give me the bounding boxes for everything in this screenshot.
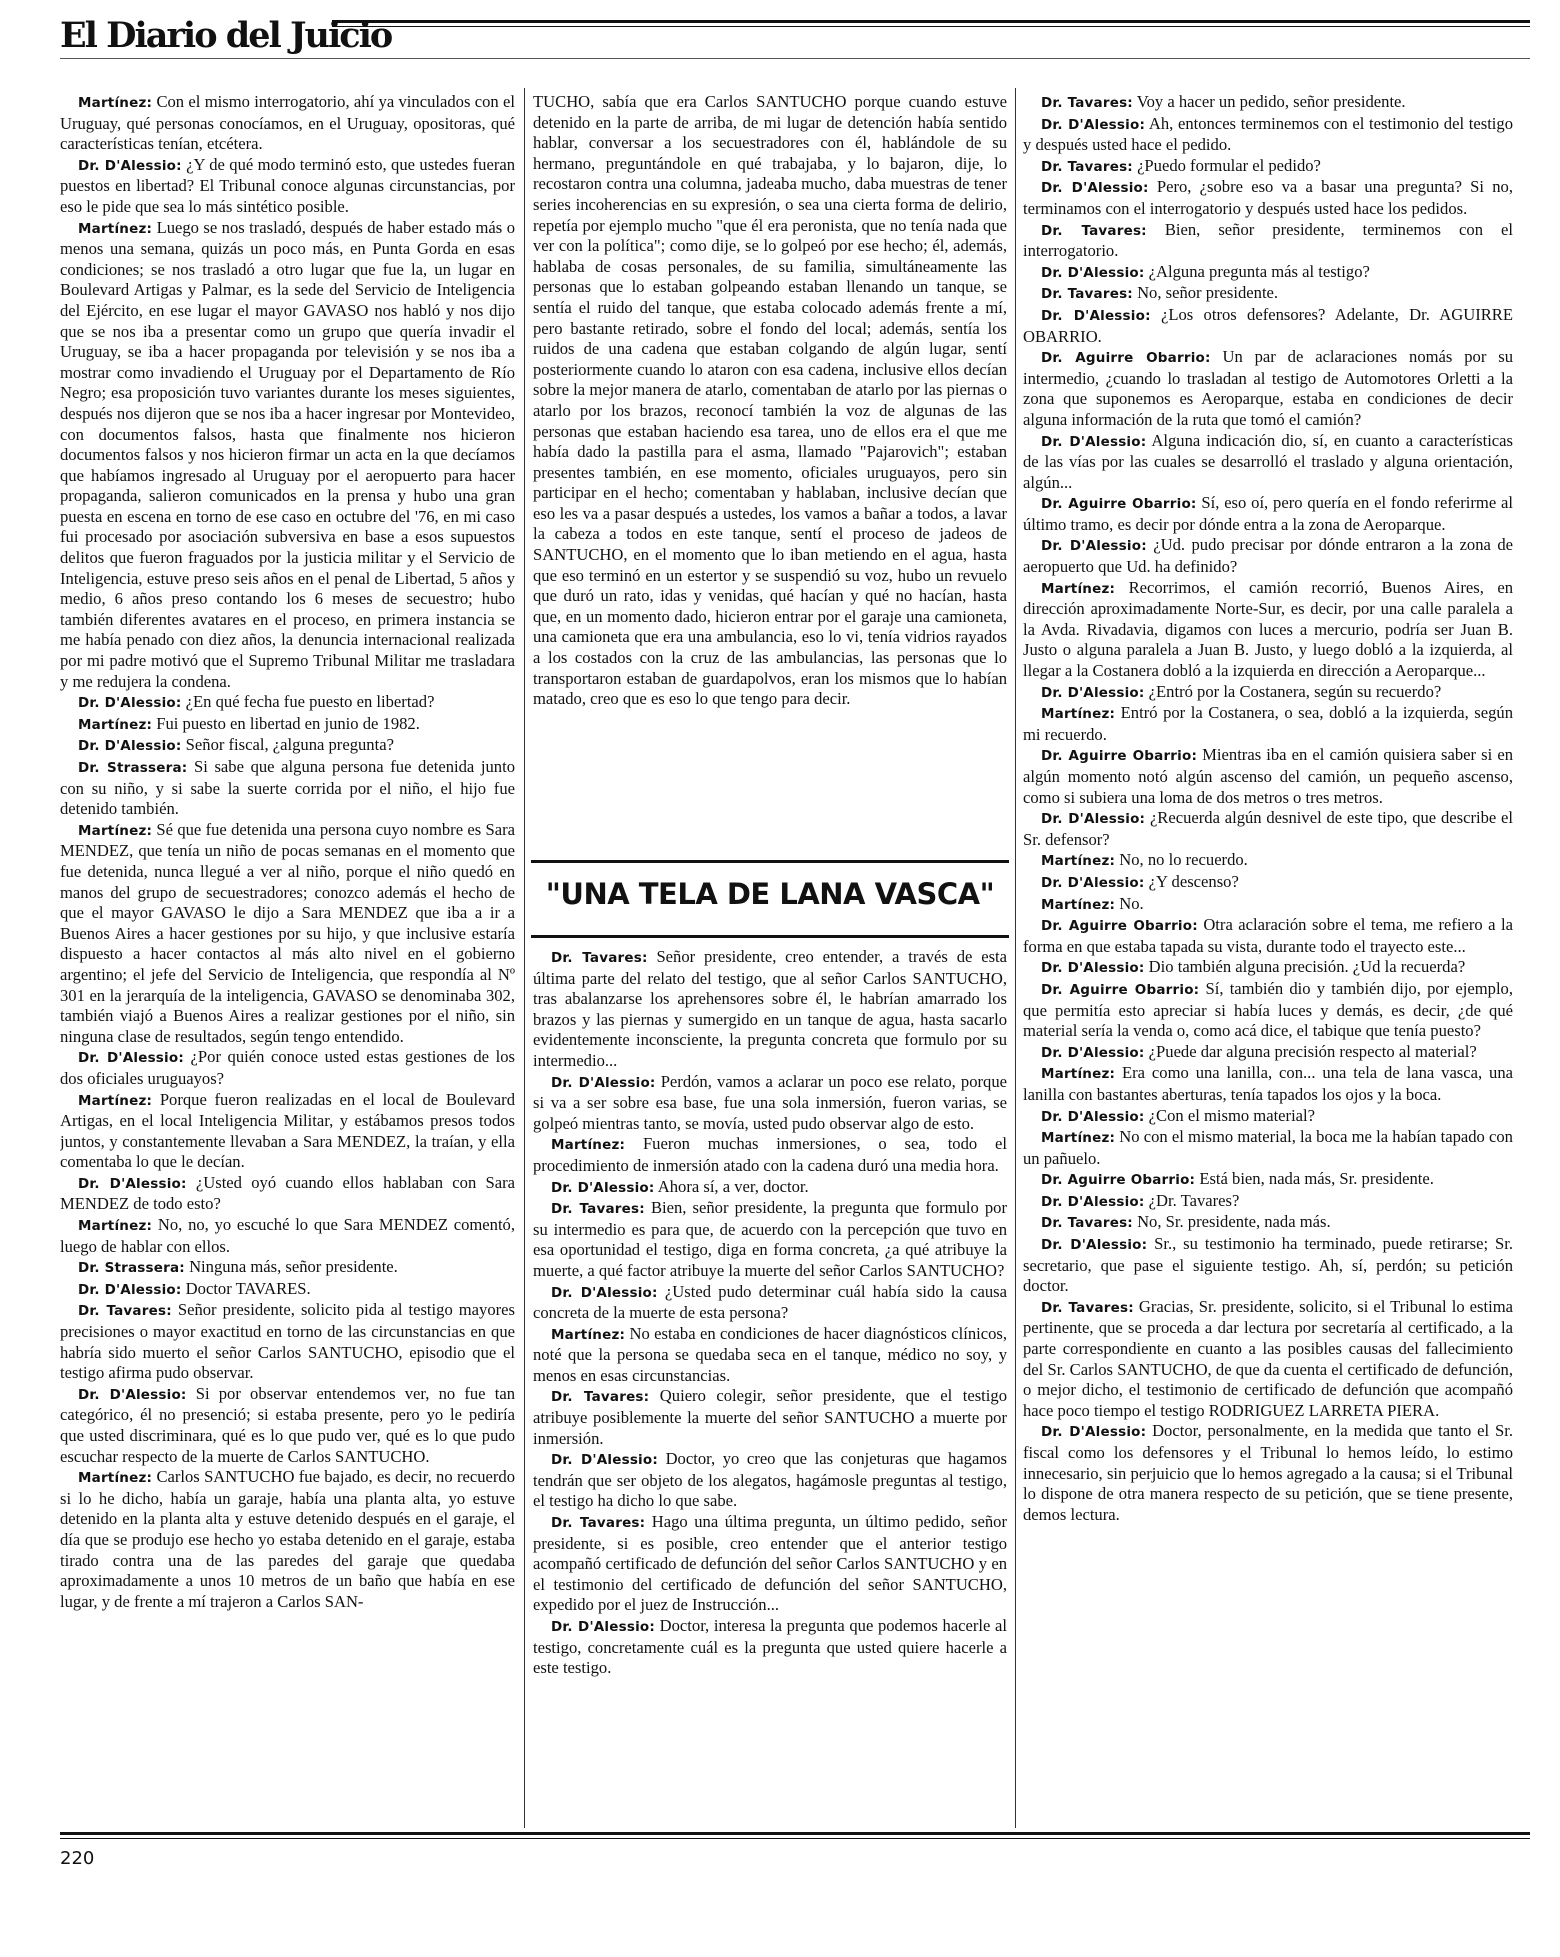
speech-text: Señor presidente, solicito pida al testigo mayores precisiones o mayor exactitud en torno de las circunstancias en que habría sido muerto el señor Carlos SANTUCHO, episodio que el testigo afirma pudo observar. — [60, 1300, 515, 1383]
speaker-label: Dr. Tavares: — [1041, 95, 1133, 111]
speaker-label: Dr. D'Alessio: — [1041, 433, 1147, 450]
transcript-paragraph — [1023, 1421, 1513, 1525]
text-column-1 — [60, 92, 515, 1827]
speaker-label: Dr. Aguirre Obarrio: — [1041, 1172, 1196, 1189]
speaker-label: Dr. D'Alessio: — [551, 1074, 656, 1091]
transcript-paragraph — [1023, 979, 1513, 1042]
speaker-label: Dr. D'Alessio: — [1041, 1044, 1145, 1061]
speaker-label: Dr. Aguirre Obarrio: — [1041, 981, 1200, 998]
speech-text: Perdón, vamos a aclarar un poco ese relato, porque si va a ser sobre esa base, fue una sola inmersión, fueron varias, se golpeó mientras tanto, se movía, usted pudo observar algo de esto. — [533, 1071, 1007, 1133]
speech-text: ¿Con el mismo material? — [1148, 1105, 1316, 1125]
speech-text: Dio también alguna precisión. ¿Ud la recuerda? — [1148, 957, 1466, 977]
speaker-label: Dr. D'Alessio: — [78, 1281, 182, 1298]
speaker-label: Dr. Strassera: — [78, 760, 188, 776]
transcript-paragraph — [60, 92, 515, 155]
speech-text: Entró por la Costanera, o sea, dobló a la izquierda, según mi recuerdo. — [1023, 703, 1513, 744]
speech-text: ¿Dr. Tavares? — [1148, 1190, 1240, 1210]
headline-text: "UNA TELA DE LANA VASCA" — [545, 877, 995, 911]
speech-text: TUCHO, sabía que era Carlos SANTUCHO porque cuando estuve detenido en la parte de arriba, de mi lugar de detención había sentido hablar, conversar a los secuestradores con él, hablándole de su hermano, preguntándole en qué trabajaba, y lo bajaron, dije, lo recostaron contra una columna, jadeaba mucho, daba muestras de tener series incoherencias en su expresión, o sea una cierta forma de delirio, repetía por ejemplo mucho "que él era peronista, que no tenía nada que ver con la política"; como dije, se lo golpeó por ese hecho; él, además, hablaba de cosas personales, de su familia, simultáneamente las personas que lo estaban golpeando estaban llenando un tanque, se sentía el ruido del tanque, que estaba colocado además frente a mí, pero bastante retirado, sobre el fondo del local; además, sentía los ruidos de una cadena que estaban colgando de algún lugar, sentí posteriormente cuando lo ataron con esa cadena, inclusive ellos decían sobre la mejor manera de atarlo, comentaban de atarlo por las piernas o atarlo por los brazos, reconocí también la voz de algunas de las personas que estaban haciendo esa tarea, uno de ellos era el que me había dado la pastilla para el asma, llamado "Pajarovich"; estaban presentes también, en ese momento, oficiales uruguayos, pero sin participar en el hecho; comentaban y hablaban, inclusive decían que eso les va a pasar después a ustedes, los vamos a bañar a todos, a lavar la cabeza a todos en este tanque, sentí el proceso de jadeos de SANTUCHO, en el momento que lo iban metiendo en el agua, hasta que eso terminó en un estertor y se suspendió su voz, hubo un revuelo que duró un rato, idas y venidas, qué hacían y qué no hacían, hasta que, en un momento dado, hicieron entrar por el garaje una camioneta, una camioneta que era una ambulancia, eso lo vi, tenía vidrios rayados a los costados con la cruz de las ambulancias, las personas que lo transportaron estaban de guardapolvos, eran los mismos que lo habían matado, creo que es eso lo que tengo para decir. — [533, 92, 1007, 709]
speech-text: Doctor, interesa la pregunta que podemos hacerle al testigo, concretamente cuál es la pregunta que usted quiere hacerle a este testigo. — [533, 1616, 1007, 1678]
speech-text: Doctor TAVARES. — [185, 1278, 311, 1298]
transcript-paragraph — [1023, 220, 1513, 262]
speaker-label: Dr. D'Alessio: — [1041, 811, 1146, 828]
speaker-label: Dr. Tavares: — [1041, 1299, 1134, 1316]
speech-text: Sé que fue detenida una persona cuyo nombre es Sara MENDEZ, que tenía un niño de pocas semanas en el momento que fue detenida, nunca llegué a ver al niño, porque el niño quedó en manos del grupo de secuestradores; conozco además el hecho de que el mayor GAVASO le dijo a Sara MENDEZ que iba a ir a Buenos Aires a hacer gestiones por su hijo, y que inclusive estaría dispuesto a hacer contactos al más alto nivel en el gobierno argentino; el jefe del Servicio de Inteligencia, que respondía al Nº 301 en la jerarquía de la inteligencia, GAVASO se denominaba 302, también viajó a Buenos Aires a realizar gestiones por el niño, sin ninguna clase de resultados, según tengo entendido. — [60, 819, 515, 1046]
speaker-label: Dr. Aguirre Obarrio: — [1041, 496, 1197, 513]
speech-text: Recorrimos, el camión recorrió, Buenos Aires, en dirección aproximadamente Norte-Sur, es decir, por una calle paralela a la Avda. Rivadavia, digamos con luces a mercurio, podría ser Juan B. Justo o alguna paralela a Juan B. Justo, y luego dobló a la izquierda, al llegar a la Costanera dobló a la izquierda en dirección a Aeroparque... — [1023, 577, 1513, 681]
speech-text: Carlos SANTUCHO fue bajado, es decir, no recuerdo si lo he dicho, había un garaje, había una planta alta, yo estuve detenido en la planta alta y estuve detenido después en el garaje, el día que se produjo ese hecho yo estaba detenido en el garaje, estaba tirado contra una de las paredes del garaje que quedaba aproximadamente a unos 10 metros de un baño que había en ese lugar, y de frente a mí trajeron a Carlos SAN- — [60, 1467, 515, 1611]
speaker-label: Dr. D'Alessio: — [1041, 538, 1147, 555]
transcript-paragraph — [1023, 850, 1513, 872]
speaker-label: Dr. Tavares: — [1041, 222, 1147, 239]
speaker-label: Dr. Tavares: — [1041, 158, 1133, 175]
transcript-paragraph — [1023, 872, 1513, 894]
speaker-label: Martínez: — [1041, 1066, 1116, 1083]
speech-text: ¿Usted pudo determinar cuál había sido la causa concreta de la muerte de esta persona? — [533, 1281, 1007, 1323]
speech-text: No estaba en condiciones de hacer diagnósticos clínicos, noté que la persona se quedaba seca en el tanque, médico no soy, y menos en esas circunstancias. — [533, 1323, 1007, 1385]
transcript-paragraph — [60, 820, 515, 1048]
transcript-paragraph — [1023, 1063, 1513, 1105]
transcript-paragraph — [533, 1282, 1007, 1324]
masthead-rule — [332, 26, 1530, 27]
speech-text: Bien, señor presidente, la pregunta que formulo por su intermedio es para que, de acuerdo con la percepción que tuvo en esa oportunidad el testigo, diga en forma concreta, ¿a qué atribuye la muerte, a qué factor atribuye la muerte del señor Carlos SANTUCHO? — [533, 1198, 1007, 1280]
speech-text: Luego se nos trasladó, después de haber estado más o menos una semana, quizás un poco más, en Punta Gorda en esas condiciones; se nos trasladó a otro lugar que fue la, un lugar en Boulevard Artigas y Palmar, es la sede del Servicio de Inteligencia del Ejército, en ese lugar el mayor GAVASO nos habló y nos dijo que se nos iba a presentar como un grupo que quería invadir el Uruguay, se iba a hacer propaganda por televisión y se nos iba a mostrar como invadiendo el Uruguay por el Departamento de Río Negro; esa proposición tuvo variantes durante los meses siguientes, después nos dijeron que se nos iba a hacer ingresar por Montevideo, con documentos falsos, hasta que finalmente nos hicieron documentos falsos y nos hicieron firmar un acta en la que decíamos que habíamos ingresado al Uruguay por el aeropuerto para hacer propaganda, salieron comunicados en la prensa y hubo una gran puesta en escena en torno de ese caso en octubre del '76, en mi caso fui procesado por asociación subversiva en base a esos supuestos delitos que fueron fraguados por la justicia militar y el Servicio de Inteligencia, estuve preso seis años en el penal de Libertad, 5 años y medio, 6 años preso contando los 6 meses de secuestro; hubo también diferentes avatares en el proceso, en primera instancia se me había penado con diez años, la denuncia internacional realizada por mi padre motivó que el Supremo Tribunal Militar me trasladara y me redujera la condena. — [60, 217, 515, 691]
speaker-label: Dr. D'Alessio: — [551, 1284, 658, 1301]
speaker-label: Dr. Tavares: — [551, 1515, 646, 1532]
transcript-paragraph — [1023, 808, 1513, 850]
speaker-label: Dr. D'Alessio: — [78, 1386, 187, 1403]
speech-text: Alguna indicación dio, sí, en cuanto a características de las vías por las cuales se desarrolló el traslado y alguna orientación, algún... — [1023, 430, 1513, 492]
speaker-label: Dr. Aguirre Obarrio: — [1041, 350, 1211, 367]
speaker-label: Dr. D'Alessio: — [1041, 1424, 1147, 1441]
speech-text: Porque fueron realizadas en el local de Boulevard Artigas, en el local Inteligencia Militar, y estábamos presos todos juntos, y constantemente llevaban a Sara MENDEZ, la traían, y ella comentaba lo que le decían. — [60, 1089, 515, 1172]
transcript-paragraph — [1023, 894, 1513, 916]
speaker-label: Martínez: — [551, 1137, 626, 1154]
speaker-label: Martínez: — [78, 1470, 153, 1487]
transcript-paragraph — [533, 1177, 1007, 1199]
speech-text: Ninguna más, señor presidente. — [189, 1257, 398, 1277]
speaker-label: Dr. D'Alessio: — [1041, 307, 1151, 324]
speaker-label: Martínez: — [78, 822, 153, 839]
speech-text: Hago una última pregunta, un último pedido, señor presidente, si es posible, creo entender que el anterior testigo acompañó certificado de defunción del señor Carlos SANTUCHO y en el testimonio del certificado de defunción del señor SANTUCHO, expedido por el juez de Instrucción... — [533, 1512, 1007, 1615]
transcript-paragraph — [1023, 1212, 1513, 1234]
speaker-label: Dr. Aguirre Obarrio: — [1041, 918, 1198, 935]
transcript-paragraph — [1023, 262, 1513, 284]
speech-text: Mientras iba en el camión quisiera saber si en algún momento notó algún ascenso del camión, un pequeño ascenso, como si subiera una loma de dos metros o tres metros. — [1023, 745, 1513, 807]
masthead-divider — [60, 58, 1530, 59]
transcript-paragraph — [533, 92, 1007, 710]
speech-text: ¿Ud. pudo precisar por dónde entraron a la zona de aeropuerto que Ud. ha definido? — [1023, 535, 1513, 577]
speaker-label: Dr. Tavares: — [551, 1389, 650, 1406]
speaker-label: Dr. D'Alessio: — [1041, 1237, 1148, 1254]
speech-text: ¿Puedo formular el pedido? — [1137, 155, 1321, 175]
speech-text: Sí, eso oí, pero quería en el fondo referirme al último tramo, es decir por dónde entra a la zona de Aeroparque. — [1023, 493, 1513, 534]
speaker-label: Dr. D'Alessio: — [78, 1175, 187, 1192]
transcript-paragraph — [533, 947, 1007, 1072]
speaker-label: Dr. D'Alessio: — [78, 695, 182, 712]
speaker-label: Dr. D'Alessio: — [551, 1619, 655, 1635]
transcript-paragraph — [533, 1198, 1007, 1281]
speech-text: Quiero colegir, señor presidente, que el testigo atribuye posiblemente la muerte del señor SANTUCHO a muerte por inmersión. — [533, 1386, 1007, 1448]
transcript-paragraph — [1023, 1297, 1513, 1422]
transcript-paragraph — [1023, 703, 1513, 745]
speech-text: ¿Por quién conoce usted estas gestiones de los dos oficiales uruguayos? — [60, 1047, 515, 1088]
speaker-label: Dr. Tavares: — [1041, 1215, 1133, 1232]
speech-text: Ahora sí, a ver, doctor. — [657, 1176, 809, 1196]
masthead — [60, 10, 1530, 60]
transcript-paragraph — [533, 1512, 1007, 1616]
speech-text: Si sabe que alguna persona fue detenida junto con su niño, y si sabe la suerte corrida por el niño, el hijo fue detenido también. — [60, 757, 515, 819]
speaker-label: Martínez: — [78, 1218, 153, 1235]
transcript-paragraph — [1023, 957, 1513, 979]
speech-text: Ah, entonces terminemos con el testimonio del testigo y después usted hace el pedido. — [1023, 113, 1513, 155]
speech-text: ¿Recuerda algún desnivel de este tipo, que describe el Sr. defensor? — [1023, 808, 1513, 849]
speaker-label: Dr. D'Alessio: — [1041, 180, 1149, 197]
column-rule — [1015, 88, 1016, 1828]
speech-text: Doctor, personalmente, en la medida que tanto el Sr. fiscal como los defensores y el Tribunal lo hemos leído, lo estimo innecesario, sin perjuicio que lo hemos agregado a la causa; si el Tribunal lo dispone de otra manera respecto de su petición, que se tiene presente, demos lectura. — [1023, 1421, 1513, 1524]
transcript-paragraph — [1023, 578, 1513, 682]
speaker-label: Martínez: — [78, 1092, 153, 1109]
speech-text: No, señor presidente. — [1137, 283, 1279, 303]
speech-text: ¿En qué fecha fue puesto en libertad? — [185, 692, 435, 712]
transcript-paragraph — [1023, 1191, 1513, 1213]
speech-text: No, no lo recuerdo. — [1119, 850, 1248, 870]
text-column-3 — [1023, 92, 1513, 1827]
speaker-label: Dr. D'Alessio: — [1041, 960, 1145, 977]
speaker-label: Martínez: — [1041, 853, 1116, 870]
transcript-paragraph — [60, 155, 515, 218]
transcript-paragraph — [1023, 283, 1513, 305]
transcript-paragraph — [533, 1449, 1007, 1512]
speech-text: ¿Usted oyó cuando ellos hablaban con Sara MENDEZ de todo esto? — [60, 1172, 515, 1214]
transcript-paragraph — [60, 1300, 515, 1383]
transcript-paragraph — [1023, 431, 1513, 494]
speaker-label: Dr. D'Alessio: — [551, 1179, 655, 1196]
transcript-paragraph — [533, 1616, 1007, 1679]
speaker-label: Martínez: — [1041, 896, 1116, 913]
speaker-label: Dr. D'Alessio: — [78, 1050, 184, 1067]
speech-text: ¿Y de qué modo terminó esto, que ustedes fueran puestos en libertad? El Tribunal conoce algunas circunstancias, por eso le pide que sea lo más sintético posible. — [60, 154, 515, 216]
speech-text: ¿Puede dar alguna precisión respecto al material? — [1148, 1041, 1477, 1061]
speech-text: Sí, también dio y también dijo, por ejemplo, que permitía esto apreciar si había luces y demás, es decir, ¿de qué material sería la venda o, como acá dice, el tabique que tenía puesto? — [1023, 978, 1513, 1041]
speaker-label: Dr. Tavares: — [551, 950, 648, 966]
transcript-paragraph — [533, 1134, 1007, 1176]
speaker-label: Dr. D'Alessio: — [78, 738, 182, 755]
speech-text: Pero, ¿sobre eso va a basar una pregunta? Si no, terminamos con el interrogatorio y después usted hace los pedidos. — [1023, 177, 1513, 218]
speech-text: Otra aclaración sobre el tema, me refiero a la forma en que estaba tapada su vista, durante todo el trayecto este... — [1023, 915, 1513, 956]
page-number: 220 — [60, 1848, 95, 1869]
masthead-rule — [332, 20, 1530, 23]
transcript-paragraph — [60, 757, 515, 820]
transcript-paragraph — [1023, 1042, 1513, 1064]
speaker-label: Dr. Tavares: — [551, 1201, 645, 1218]
speech-text: Voy a hacer un pedido, señor presidente. — [1136, 92, 1406, 111]
transcript-paragraph — [1023, 1169, 1513, 1191]
transcript-paragraph — [1023, 1234, 1513, 1297]
speech-text: Señor fiscal, ¿alguna pregunta? — [185, 735, 394, 755]
transcript-paragraph — [1023, 177, 1513, 219]
speaker-label: Dr. D'Alessio: — [1041, 684, 1145, 701]
speaker-label: Martínez: — [78, 95, 153, 111]
transcript-paragraph — [60, 735, 515, 757]
transcript-paragraph — [60, 1467, 515, 1612]
footer-rule — [60, 1838, 1530, 1839]
transcript-paragraph — [1023, 915, 1513, 957]
speech-text: No, no, yo escuché lo que Sara MENDEZ comentó, luego de hablar con ellos. — [60, 1215, 515, 1256]
speech-text: Sr., su testimonio ha terminado, puede retirarse; Sr. secretario, que pase el siguiente testigo. Ah, sí, perdón; su petición doctor. — [1023, 1234, 1513, 1296]
transcript-paragraph — [1023, 305, 1513, 347]
transcript-paragraph — [60, 1215, 515, 1257]
transcript-paragraph — [60, 1384, 515, 1467]
transcript-paragraph — [60, 1090, 515, 1173]
speech-text: ¿Entró por la Costanera, según su recuerdo? — [1148, 681, 1442, 701]
text-column-2-lower — [533, 947, 1007, 1827]
transcript-paragraph — [1023, 682, 1513, 704]
column-rule — [524, 88, 525, 1828]
speaker-label: Martínez: — [551, 1326, 626, 1343]
transcript-paragraph — [1023, 493, 1513, 535]
speech-text: Está bien, nada más, Sr. presidente. — [1199, 1169, 1434, 1189]
speaker-label: Dr. D'Alessio: — [551, 1452, 658, 1469]
speech-text: Si por observar entendemos ver, no fue tan categórico, él no presenció; si estaba presente, pero yo le pediría que usted discriminara, qué es lo que pudo ver, qué es lo que pudo escuchar respecto de la muerte de Carlos SANTUCHO. — [60, 1383, 515, 1466]
speech-text: Gracias, Sr. presidente, solicito, si el Tribunal lo estima pertinente, que se proceda a dar lectura por secretaría al certificado, a la parte correspondiente en cuanto a las posibles causas del fallecimiento del Sr. Carlos SANTUCHO, de que da cuenta el certificado de defunción, o mejor dicho, el testimonio de certificado de defunción que acompañó hace poco tiempo el testigo RODRIGUEZ LARRETA PIERA. — [1023, 1296, 1513, 1420]
transcript-paragraph — [1023, 347, 1513, 430]
transcript-paragraph — [60, 714, 515, 736]
speaker-label: Martínez: — [78, 716, 153, 733]
speaker-label: Dr. D'Alessio: — [1041, 264, 1145, 281]
speaker-label: Dr. D'Alessio: — [78, 157, 182, 174]
transcript-paragraph — [60, 1257, 515, 1279]
speaker-label: Martínez: — [1041, 580, 1116, 597]
transcript-paragraph — [1023, 1106, 1513, 1128]
speech-text: Un par de aclaraciones nomás por su intermedio, ¿cuando lo trasladan al testigo de Automotores Orletti a la zona que suponemos es Aeroparque, estaba en condiciones de decir alguna información de la ruta que tomó el camión? — [1023, 347, 1513, 429]
transcript-paragraph — [533, 1324, 1007, 1387]
speech-text: Fui puesto en libertad en junio de 1982. — [156, 713, 420, 733]
transcript-paragraph — [533, 1072, 1007, 1135]
transcript-paragraph — [1023, 535, 1513, 577]
speaker-label: Dr. D'Alessio: — [1041, 116, 1146, 133]
speech-text: Señor presidente, creo entender, a través de esta última parte del relato del testigo, que al señor Carlos SANTUCHO, tras abalanzarse los aprehensores sobre él, le habrían amarrado los brazos y las piernas y sumergido en un tanque de agua, hasta sacarlo evidentemente inconsciente, la pregunta concreta que formulo por su intermedio... — [533, 947, 1007, 1070]
masthead-title: El Diario del Juicio — [60, 15, 392, 56]
speech-text: ¿Los otros defensores? Adelante, Dr. AGUIRRE OBARRIO. — [1023, 304, 1513, 346]
transcript-paragraph — [1023, 92, 1513, 114]
speech-text: No, Sr. presidente, nada más. — [1137, 1212, 1331, 1232]
transcript-paragraph — [60, 692, 515, 714]
text-column-2 — [533, 92, 1007, 872]
speech-text: Bien, señor presidente, terminemos con el interrogatorio. — [1023, 219, 1513, 261]
speaker-label: Dr. Aguirre Obarrio: — [1041, 748, 1198, 765]
footer-rule — [60, 1832, 1530, 1835]
section-headline — [531, 860, 1009, 938]
speaker-label: Martínez: — [78, 220, 153, 237]
speaker-label: Dr. D'Alessio: — [1041, 1193, 1145, 1210]
transcript-paragraph — [1023, 114, 1513, 156]
speech-text: Doctor, yo creo que las conjeturas que hagamos tendrán que ser objeto de los alegatos, hagámosle preguntas al testigo, el testigo ha dicho lo que sabe. — [533, 1449, 1007, 1511]
transcript-paragraph — [60, 1173, 515, 1215]
speech-text: Fueron muchas inmersiones, o sea, todo el procedimiento de inmersión atado con la cadena duró una media hora. — [533, 1134, 1007, 1175]
speaker-label: Martínez: — [1041, 706, 1116, 723]
speaker-label: Dr. Tavares: — [78, 1303, 172, 1320]
speech-text: Era como una lanilla, con... una tela de lana vasca, una lanilla con bastantes aberturas, tenía tapados los ojos y la boca. — [1023, 1063, 1513, 1104]
speech-text: No con el mismo material, la boca me la habían tapado con un pañuelo. — [1023, 1127, 1513, 1168]
speech-text: Con el mismo interrogatorio, ahí ya vinculados con el Uruguay, qué personas conocíamos, en el Uruguay, opositoras, qué características tenían, etcétera. — [60, 92, 515, 154]
speaker-label: Dr. D'Alessio: — [1041, 874, 1145, 891]
speaker-label: Dr. Tavares: — [1041, 286, 1133, 303]
speaker-label: Dr. Strassera: — [78, 1260, 185, 1277]
transcript-paragraph — [533, 1386, 1007, 1449]
transcript-paragraph — [1023, 156, 1513, 178]
speech-text: ¿Alguna pregunta más al testigo? — [1148, 261, 1370, 281]
transcript-paragraph — [1023, 1127, 1513, 1169]
transcript-paragraph — [60, 1047, 515, 1089]
transcript-paragraph — [1023, 745, 1513, 808]
speaker-label: Dr. D'Alessio: — [1041, 1108, 1145, 1125]
transcript-paragraph — [60, 218, 515, 693]
speaker-label: Martínez: — [1041, 1130, 1116, 1147]
speech-text: ¿Y descenso? — [1148, 871, 1239, 891]
speech-text: No. — [1119, 893, 1144, 913]
transcript-paragraph — [60, 1279, 515, 1301]
